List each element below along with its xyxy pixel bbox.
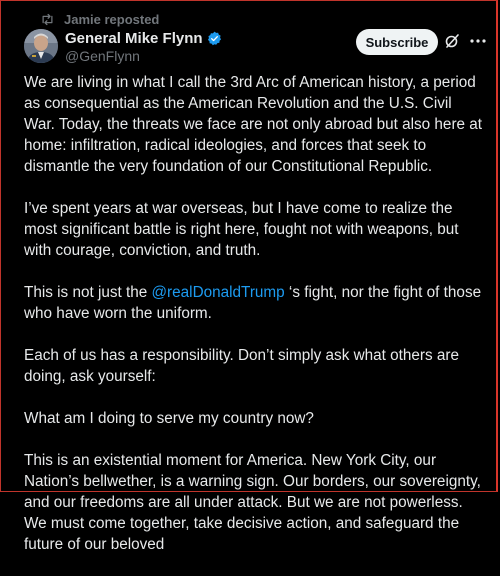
post-paragraph-1: We are living in what I call the 3rd Arc of American history, a period as consequential as the American Revolution and the U.S. Civil War. Today, the threats we face are not only abroad but also here at home: infiltration, radical ideologies, and forces that seek to dismantle the very foundation of our Constitutional Republic. bbox=[24, 74, 483, 175]
repost-label: Jamie reposted bbox=[64, 11, 160, 27]
author-name[interactable]: General Mike Flynn bbox=[65, 30, 203, 47]
grok-icon[interactable] bbox=[444, 33, 460, 49]
mention-link[interactable]: @realDonaldTrump bbox=[151, 284, 285, 301]
author-name-row[interactable] bbox=[65, 30, 222, 47]
post-paragraph-2: I’ve spent years at war overseas, but I have come to realize the most significant battle is right here, fought not with weapons, but with courage, conviction, and truth. bbox=[24, 200, 459, 259]
post-paragraph-4: Each of us has a responsibility. Don’t simply ask what others are doing, ask yourself: bbox=[24, 347, 460, 385]
subscribe-button[interactable]: Subscribe bbox=[356, 29, 438, 55]
post-paragraph-5: What am I doing to serve my country now? bbox=[24, 410, 314, 427]
author-handle[interactable]: @GenFlynn bbox=[65, 48, 140, 64]
verified-badge-icon bbox=[207, 31, 222, 46]
post-text-fragment: This is not just the bbox=[24, 284, 152, 301]
avatar[interactable] bbox=[24, 29, 58, 63]
post-text bbox=[24, 72, 484, 576]
post-text-fragment: ‘s fight, nor the fight of those who have worn the uniform. bbox=[24, 284, 482, 322]
more-options-icon[interactable] bbox=[470, 39, 486, 43]
repost-icon bbox=[40, 12, 55, 27]
post-paragraph-3 bbox=[24, 282, 484, 324]
repost-indicator[interactable] bbox=[40, 11, 159, 27]
post-paragraph-6: This is an existential moment for America. New York City, our Nation’s bellwether, is a warning sign. Our borders, our sovereignty, and our freedoms are all under attack. But we are not powerless. We must come together, take decisive action, and safeguard the future of our beloved bbox=[24, 452, 481, 553]
avatar-image bbox=[24, 29, 58, 63]
